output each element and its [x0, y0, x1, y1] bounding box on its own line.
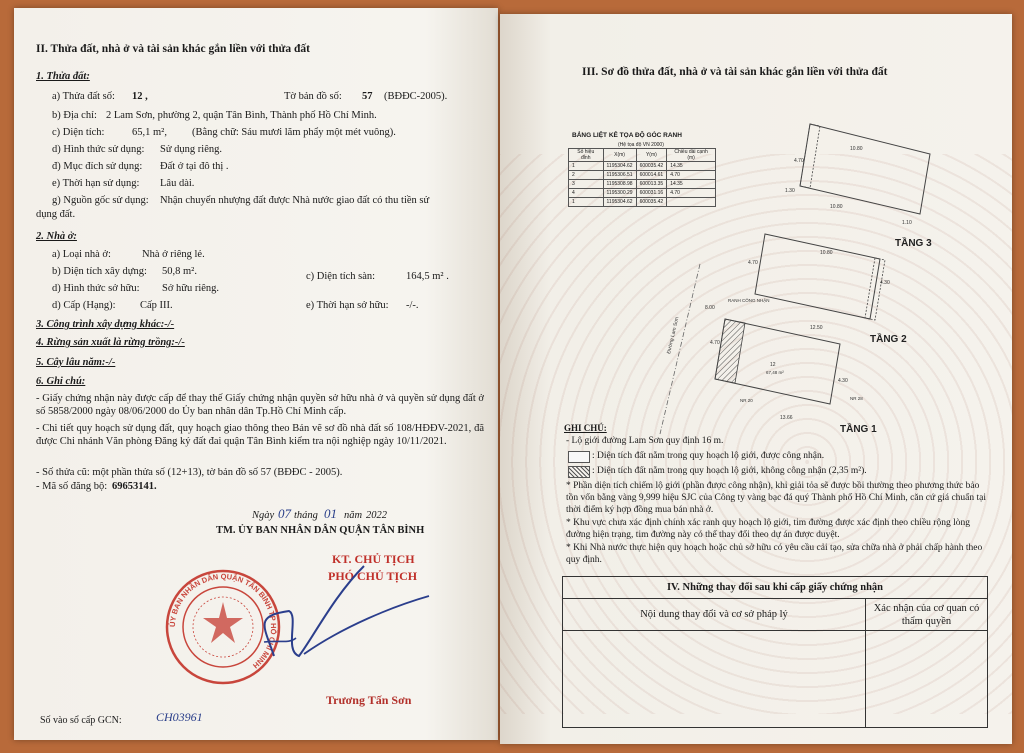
purpose-label: đ) Mục đích sử dụng:: [52, 161, 143, 172]
signer-title-1: KT. CHỦ TỊCH: [332, 552, 415, 566]
item-4: 4. Rừng sản xuất là rừng trồng:-/-: [36, 337, 185, 348]
parcel-no: 12: [770, 362, 776, 368]
date-month-label: tháng: [294, 510, 318, 521]
coord-cell: 1195300.29: [603, 189, 636, 198]
diagram-note-5: * Khu vực chưa xác định chính xác ranh quy hoạch lộ giới, tim đường được xác định theo chiều rộng lòng đường hiện trạng, tim đường này có thể thay đổi theo dự án được duyệt.: [566, 518, 970, 540]
coord-cell: 600014.61: [636, 171, 667, 180]
map-label: Tờ bản đồ số:: [284, 91, 342, 102]
parcel-label: a) Thửa đất số:: [52, 91, 115, 102]
dim-label: 1.10: [902, 220, 912, 226]
coord-header: Y(m): [636, 149, 667, 162]
coord-cell: 4.70: [667, 189, 716, 198]
left-page: [14, 8, 498, 740]
own-form-value: Sở hữu riêng.: [162, 283, 220, 294]
dim-label: 4.70: [748, 260, 758, 266]
floor-1-plan: [710, 319, 863, 421]
dim-label: 13.66: [780, 415, 793, 421]
coord-cell: 1195304.62: [603, 198, 636, 207]
dim-label: 4.30: [880, 280, 890, 286]
coord-cell: 4: [569, 189, 604, 198]
origin-value: Nhận chuyển nhượng đất được Nhà nước giao đất có thu tiền sử: [160, 195, 430, 206]
coord-cell: 1: [569, 162, 604, 171]
date-year-label: năm: [344, 510, 363, 521]
floor-2-plan: [748, 234, 890, 331]
build-area-value: 50,8 m².: [162, 266, 197, 277]
term-value: Lâu dài.: [160, 178, 195, 189]
coord-header: Số hiệu đỉnh: [569, 149, 604, 162]
dim-label: 4.70: [710, 340, 720, 346]
changes-header-row: [563, 599, 988, 631]
dim-label: 10.80: [850, 146, 863, 152]
alley-label: RANH CÔNG NHẬN: [728, 298, 770, 303]
signer-name: Trương Tấn Sơn: [326, 693, 412, 707]
seal-text: ỦY BAN NHÂN DÂN QUẬN TÂN BÌNH TP HỒ CHÍ MINH: [167, 571, 279, 671]
own-term-value: -/-.: [406, 300, 419, 311]
gcn-label: Số vào sổ cấp GCN:: [40, 715, 122, 726]
map-value: 57: [362, 91, 373, 102]
coord-cell: 2: [569, 171, 604, 180]
section-iii-title: III. Sơ đồ thửa đất, nhà ở và tài sản khác gắn liền với thửa đất: [582, 66, 888, 78]
address-label: b) Địa chỉ:: [52, 110, 97, 121]
area-label: c) Diện tích:: [52, 127, 105, 138]
parcel-area: 67,48 m²: [766, 370, 784, 375]
changes-body-row: [563, 631, 988, 728]
coord-cell: 1: [569, 198, 604, 207]
term-label: e) Thời hạn sử dụng:: [52, 178, 140, 189]
dim-label: 10.80: [830, 204, 843, 210]
coord-cell: 1195308.98: [603, 180, 636, 189]
diagram-note-6: * Khi Nhà nước thực hiện quy hoạch hoặc chủ sở hữu có yêu cầu cải tạo, sửa chữa nhà ở phải chấp hành theo quy định.: [566, 543, 983, 565]
notes-heading: 6. Ghi chú:: [36, 376, 86, 387]
house-heading: 2. Nhà ở:: [36, 231, 77, 242]
coord-cell: 600035.42: [636, 198, 667, 207]
note-1: - Giấy chứng nhận này được cấp để thay thế Giấy chứng nhận quyền sở hữu nhà ở và quyền sử dụng đất ở số 5858/2000 ngày 08/06/2000 do Ủy ban nhân dân Tp.Hồ Chí Minh cấp.: [36, 393, 484, 417]
diagram-notes-heading: GHI CHÚ:: [564, 423, 607, 433]
signer-title-2: PHÓ CHỦ TỊCH: [328, 569, 418, 583]
neighbor-right: NR 28: [850, 396, 863, 401]
coord-cell: 14.35: [667, 162, 716, 171]
diagram-note-2: : Diện tích đất nằm trong quy hoạch lộ giới, được công nhận.: [592, 451, 825, 461]
floor-area-value: 164,5 m² .: [406, 271, 449, 282]
legend-box-unrecognized: [568, 466, 590, 478]
coord-cell: 14.35: [667, 180, 716, 189]
note-4-value: 69653141.: [112, 481, 157, 492]
dim-label: 10.80: [820, 250, 833, 256]
origin-label: g) Nguồn gốc sử dụng:: [52, 195, 149, 206]
own-term-label: e) Thời hạn sở hữu:: [306, 300, 389, 311]
land-heading: 1. Thửa đất:: [36, 71, 90, 82]
own-form-label: d) Hình thức sở hữu:: [52, 283, 140, 294]
use-form-value: Sử dụng riêng.: [160, 144, 222, 155]
changes-title: IV. Những thay đổi sau khi cấp giấy chứng nhận: [563, 577, 988, 599]
parcel-value: 12 ,: [132, 91, 148, 102]
coord-table-subtitle: (Hệ tọa độ VN 2000): [618, 142, 664, 148]
floor-area-label: c) Diện tích sàn:: [306, 271, 376, 282]
changes-table: [562, 576, 988, 728]
floor-2-label: TẦNG 2: [870, 334, 907, 345]
area-value: 65,1 m²,: [132, 127, 167, 138]
build-area-label: b) Diện tích xây dựng:: [52, 266, 147, 277]
coord-cell: 600035.42: [636, 162, 667, 171]
coord-header: X(m): [603, 149, 636, 162]
origin-value-cont: dụng đất.: [36, 209, 76, 220]
date-prefix: Ngày: [252, 510, 275, 521]
grade-label: d) Cấp (Hạng):: [52, 300, 116, 311]
changes-col-1: Nội dung thay đổi và cơ sở pháp lý: [563, 599, 866, 631]
changes-col-2: Xác nhận của cơ quan có thẩm quyền: [866, 599, 988, 631]
floor-plan-diagram: [666, 104, 1000, 435]
area-words: (Bằng chữ: Sáu mươi lăm phẩy một mét vuông).: [192, 127, 396, 138]
section-ii-title: II. Thửa đất, nhà ở và tài sản khác gắn liền với thửa đất: [36, 43, 310, 55]
diagram-note-1: - Lộ giới đường Lam Sơn quy định 16 m.: [566, 436, 724, 446]
neighbor-left: NR 20: [740, 398, 753, 403]
coord-header: Chiều dài cạnh (m): [667, 149, 716, 162]
date-month: 01: [324, 506, 337, 521]
dim-label: 1.30: [785, 188, 795, 194]
changes-body-left: [563, 631, 866, 728]
floor-3-plan: [785, 124, 930, 226]
coord-cell: 600031.16: [636, 189, 667, 198]
changes-body-right: [866, 631, 988, 728]
right-page: [500, 14, 1012, 744]
use-form-label: d) Hình thức sử dụng:: [52, 144, 145, 155]
dim-label: 4.30: [838, 378, 848, 384]
coord-cell: 1195306.51: [603, 171, 636, 180]
coord-table-title: BẢNG LIỆT KÊ TỌA ĐỘ GÓC RANH: [572, 132, 682, 139]
changes-title-row: [563, 577, 988, 599]
floor-1-label: TẦNG 1: [840, 424, 877, 435]
grade-value: Cấp III.: [140, 300, 173, 311]
date-day: 07: [278, 506, 291, 521]
street-label: Đường Lam Sơn: [666, 316, 681, 355]
legend-box-recognized: [568, 451, 590, 463]
floor-3-label: TẦNG 3: [895, 238, 932, 249]
map-note: (BĐĐC-2005).: [384, 91, 448, 102]
house-type-label: a) Loại nhà ở:: [52, 249, 111, 260]
gcn-value: CH03961: [156, 710, 203, 724]
diagram-note-3: : Diện tích đất nằm trong quy hoạch lộ giới, không công nhận (2,35 m²).: [592, 466, 867, 476]
note-4-label: - Mã số đăng bộ:: [36, 481, 108, 492]
note-3: - Số thửa cũ: một phần thửa số (12+13), tờ bản đồ số 57 (BĐĐC - 2005).: [36, 467, 343, 478]
coord-cell: 3: [569, 180, 604, 189]
dim-label: 8.00: [705, 305, 715, 311]
coord-cell: 4.70: [667, 171, 716, 180]
item-3: 3. Công trình xây dựng khác:-/-: [36, 319, 175, 330]
signature: [204, 556, 434, 676]
coord-cell: 600013.35: [636, 180, 667, 189]
diagram-note-4: * Phần diện tích chiếm lộ giới (phần được công nhận), khi giải tỏa sẽ được bồi thường theo phương thức bảo tồn vốn bằng vàng 9,999 hiệu SJC của Công ty vàng bạc đá quý Thành phố Hồ Chí Minh, căn cứ giá chuẩn tại thời điểm ký hợp đồng mua bán nhà ở.: [566, 481, 986, 515]
authority: TM. ỦY BAN NHÂN DÂN QUẬN TÂN BÌNH: [216, 525, 425, 536]
dim-label: 12.50: [810, 325, 823, 331]
coord-cell: 1195304.62: [603, 162, 636, 171]
note-2: - Chi tiết quy hoạch sử dụng đất, quy hoạch giao thông theo Bản vẽ sơ đồ nhà đất số 108/HĐĐV-2021, đã được Chi nhánh Văn phòng Đăng ký đất đai quận Tân Bình kiểm tra nội nghiệp ngày 10/11/2021.: [36, 423, 484, 447]
dim-label: 4.70: [794, 158, 804, 164]
house-type-value: Nhà ở riêng lẻ.: [142, 249, 205, 260]
date-year: 2022: [366, 510, 387, 521]
purpose-value: Đất ở tại đô thị .: [160, 161, 229, 172]
address-value: 2 Lam Sơn, phường 2, quận Tân Bình, Thành phố Hồ Chí Minh.: [106, 110, 377, 121]
item-5: 5. Cây lâu năm:-/-: [36, 357, 116, 368]
